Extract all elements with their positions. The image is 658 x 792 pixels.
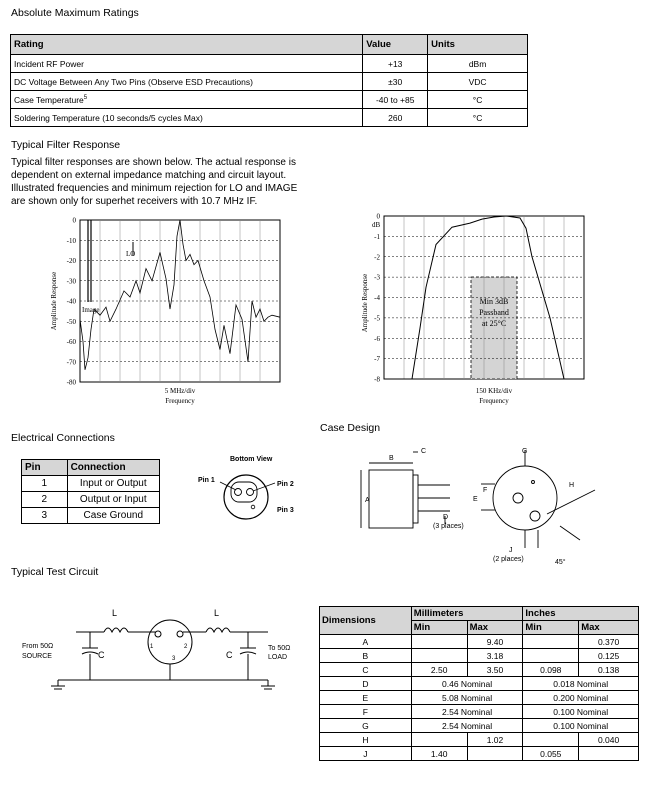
units-cell: VDC	[428, 73, 528, 91]
col-mm-max: Max	[467, 621, 523, 635]
y-tick-label: -50	[66, 317, 76, 326]
dim-cell: A	[320, 635, 412, 649]
pin3-label: Pin 3	[277, 507, 294, 514]
y-tick-label: -70	[66, 358, 76, 367]
dim-cell: C	[320, 663, 412, 677]
label-angle: 45°	[555, 559, 566, 566]
pin-cell: 2	[22, 492, 68, 508]
dimensions-table	[319, 606, 639, 761]
y-tick-label: 0	[376, 212, 380, 221]
y-unit-label: dB	[372, 221, 381, 229]
y-tick-label: -4	[374, 294, 380, 302]
y-tick-label: -5	[374, 314, 380, 323]
col-pin: Pin	[22, 460, 68, 476]
label-j-note: (2 places)	[493, 556, 524, 563]
dim-cell: H	[320, 733, 412, 747]
in-max-cell	[579, 747, 639, 761]
mm-nominal-cell: 2.54 Nominal	[411, 705, 523, 719]
pin-header-row	[22, 460, 160, 476]
passband-chart	[358, 208, 608, 413]
mm-min-cell	[411, 649, 467, 663]
in-min-cell: 0.055	[523, 747, 579, 761]
rating-cell: Incident RF Power	[11, 55, 363, 73]
inductor-label: L	[112, 608, 118, 618]
in-max-cell: 0.370	[579, 635, 639, 649]
table-row	[320, 719, 639, 733]
table-row	[320, 691, 639, 705]
col-rating: Rating	[11, 35, 363, 55]
dim-header-row	[320, 607, 639, 621]
case-body-end	[493, 466, 557, 530]
label-j: J	[509, 547, 513, 554]
passband-annotation: Passband	[479, 308, 509, 317]
image-annotation: Image	[82, 306, 100, 314]
label-g: G	[522, 448, 528, 455]
table-row	[11, 91, 528, 109]
col-inches: Inches	[523, 607, 639, 621]
table-row	[11, 109, 528, 127]
wide-response-chart	[40, 212, 290, 412]
col-dimensions: Dimensions	[320, 607, 412, 635]
y-tick-label: 0	[72, 216, 76, 225]
mm-min-cell	[411, 635, 467, 649]
x-axis-label: Frequency	[479, 397, 509, 405]
mm-max-cell: 1.02	[467, 733, 523, 747]
label-d-note: (3 places)	[433, 523, 464, 530]
pin-cell: 3	[22, 508, 68, 524]
in-min-cell	[523, 649, 579, 663]
mm-min-cell: 2.50	[411, 663, 467, 677]
y-axis-label: Amplitude Response	[50, 271, 58, 331]
case-design-diagram	[355, 440, 615, 570]
in-nominal-cell: 0.100 Nominal	[523, 705, 639, 719]
label-e: E	[473, 496, 478, 503]
electrical-heading: Electrical Connections	[11, 432, 115, 444]
y-tick-label: -20	[66, 257, 76, 265]
table-row	[22, 476, 160, 492]
pin2-label: Pin 2	[277, 481, 294, 488]
y-tick-label: -3	[374, 273, 380, 282]
col-units: Units	[428, 35, 528, 55]
dim-cell: J	[320, 747, 412, 761]
dim-cell: D	[320, 677, 412, 691]
label-h: H	[569, 482, 575, 489]
mm-min-cell	[411, 733, 467, 747]
ratings-header-row	[11, 35, 528, 55]
in-max-cell: 0.040	[579, 733, 639, 747]
mm-min-cell: 1.40	[411, 747, 467, 761]
source-label: From 50Ω	[22, 643, 54, 650]
rating-cell: Case Temperature$^5$	[11, 91, 363, 109]
test-heading: Typical Test Circuit	[11, 566, 99, 578]
node-label: 1	[150, 644, 154, 650]
bottom-view-diagram	[190, 452, 310, 532]
value-cell: ±30	[363, 73, 428, 91]
pin-e	[513, 493, 523, 503]
table-row	[320, 677, 639, 691]
y-tick-label: -1	[374, 232, 380, 241]
capacitor-label: C	[226, 650, 233, 660]
label-c: C	[421, 448, 427, 455]
mm-max-cell: 3.50	[467, 663, 523, 677]
x-axis-label: Frequency	[165, 397, 195, 405]
source-label: SOURCE	[22, 653, 52, 660]
passband-annotation: at 25°C	[481, 319, 507, 328]
in-min-cell: 0.098	[523, 663, 579, 677]
node-2	[177, 631, 183, 637]
inductor-label: L	[214, 608, 220, 618]
table-row	[320, 733, 639, 747]
value-cell: -40 to +85	[363, 91, 428, 109]
y-tick-label: -10	[66, 236, 76, 245]
mm-nominal-cell: 0.46 Nominal	[411, 677, 523, 691]
node-label: 2	[184, 644, 188, 650]
y-tick-label: -30	[66, 277, 76, 286]
pin-g	[530, 511, 540, 521]
mm-nominal-cell: 5.08 Nominal	[411, 691, 523, 705]
y-tick-label: -2	[374, 253, 380, 262]
pin3-dot	[251, 505, 255, 509]
units-cell: °C	[428, 109, 528, 127]
label-f: F	[483, 487, 488, 494]
test-circuit-diagram	[18, 600, 308, 695]
label-d: D	[443, 514, 449, 521]
rating-cell: Soldering Temperature (10 seconds/5 cycles Max)	[11, 109, 363, 127]
lo-annotation: LO	[126, 250, 136, 258]
filter-symbol	[148, 620, 192, 664]
in-min-cell	[523, 635, 579, 649]
table-row	[320, 747, 639, 761]
col-millimeters: Millimeters	[411, 607, 523, 621]
capacitor-left	[82, 652, 98, 654]
case-heading: Case Design	[320, 422, 381, 434]
filter-description: Typical filter responses are shown below. The actual response is dependent on external impedance matching and circuit layout. Illustrated frequencies and minimum rejection for LO and IMAGE are shown only for superhet receivers with 10.7 MHz IF.	[11, 157, 298, 207]
connection-cell: Input or Output	[67, 476, 159, 492]
in-max-cell: 0.125	[579, 649, 639, 663]
col-connection: Connection	[67, 460, 159, 476]
mm-max-cell: 9.40	[467, 635, 523, 649]
y-tick-label: -6	[374, 334, 380, 343]
table-row	[11, 55, 528, 73]
filter-heading: Typical Filter Response	[11, 139, 121, 151]
inductor-left	[104, 628, 128, 632]
y-tick-label: -80	[66, 378, 76, 387]
dim-cell: B	[320, 649, 412, 663]
col-value: Value	[363, 35, 428, 55]
label-a: A	[365, 497, 370, 504]
pin1-leader	[220, 482, 236, 490]
y-axis-label: Amplitude Response	[361, 273, 369, 333]
units-cell: °C	[428, 91, 528, 109]
dim-cell: E	[320, 691, 412, 705]
in-max-cell: 0.138	[579, 663, 639, 677]
pin-cell: 1	[22, 476, 68, 492]
bottom-view-title: Bottom View	[230, 456, 273, 463]
table-row	[320, 705, 639, 719]
y-tick-label: -60	[66, 338, 76, 346]
rating-cell: DC Voltage Between Any Two Pins (Observe ESD Precautions)	[11, 73, 363, 91]
y-ticks	[67, 217, 77, 387]
value-cell: +13	[363, 55, 428, 73]
load-label: To 50Ω	[268, 645, 291, 652]
capacitor-right	[240, 652, 256, 654]
dim-cell: F	[320, 705, 412, 719]
passband-annotation: Min 3dB	[479, 297, 509, 306]
load-label: LOAD	[268, 654, 288, 661]
case-body-side	[369, 470, 413, 528]
pin1-label: Pin 1	[198, 477, 215, 484]
col-in-min: Min	[523, 621, 579, 635]
x-div-label: 150 KHz/div	[475, 387, 513, 395]
col-mm-min: Min	[411, 621, 467, 635]
pin-table	[21, 459, 160, 524]
connection-cell: Case Ground	[67, 508, 159, 524]
pin2-dot	[247, 489, 254, 496]
in-nominal-cell: 0.200 Nominal	[523, 691, 639, 705]
units-cell: dBm	[428, 55, 528, 73]
pin-f	[532, 481, 535, 484]
label-b: B	[389, 455, 394, 462]
col-in-max: Max	[579, 621, 639, 635]
capacitor-label: C	[98, 650, 105, 660]
y-tick-label: -7	[374, 355, 380, 364]
inductor-right	[206, 628, 230, 632]
in-min-cell	[523, 733, 579, 747]
table-row	[320, 649, 639, 663]
y-ticks	[374, 213, 380, 384]
abs-max-heading: Absolute Maximum Ratings	[11, 7, 139, 19]
y-tick-label: -40	[66, 297, 76, 306]
mm-nominal-cell: 2.54 Nominal	[411, 719, 523, 733]
ratings-table	[10, 34, 528, 127]
table-row	[320, 663, 639, 677]
in-nominal-cell: 0.018 Nominal	[523, 677, 639, 691]
dim-cell: G	[320, 719, 412, 733]
mm-max-cell: 3.18	[467, 649, 523, 663]
footnote-mark: 5	[83, 94, 88, 101]
node-1	[155, 631, 161, 637]
case-flange-side	[413, 475, 418, 523]
y-tick-label: -8	[374, 375, 380, 384]
table-row	[22, 508, 160, 524]
connection-cell: Output or Input	[67, 492, 159, 508]
dim-h-line	[547, 490, 595, 514]
table-row	[11, 73, 528, 91]
table-row	[320, 635, 639, 649]
passband-region	[471, 277, 517, 379]
table-row	[22, 492, 160, 508]
dim-angle-line	[560, 526, 580, 540]
node-label: 3	[172, 656, 176, 662]
x-div-label: 5 MHz/div	[164, 387, 196, 395]
in-nominal-cell: 0.100 Nominal	[523, 719, 639, 733]
value-cell: 260	[363, 109, 428, 127]
mm-max-cell	[467, 747, 523, 761]
